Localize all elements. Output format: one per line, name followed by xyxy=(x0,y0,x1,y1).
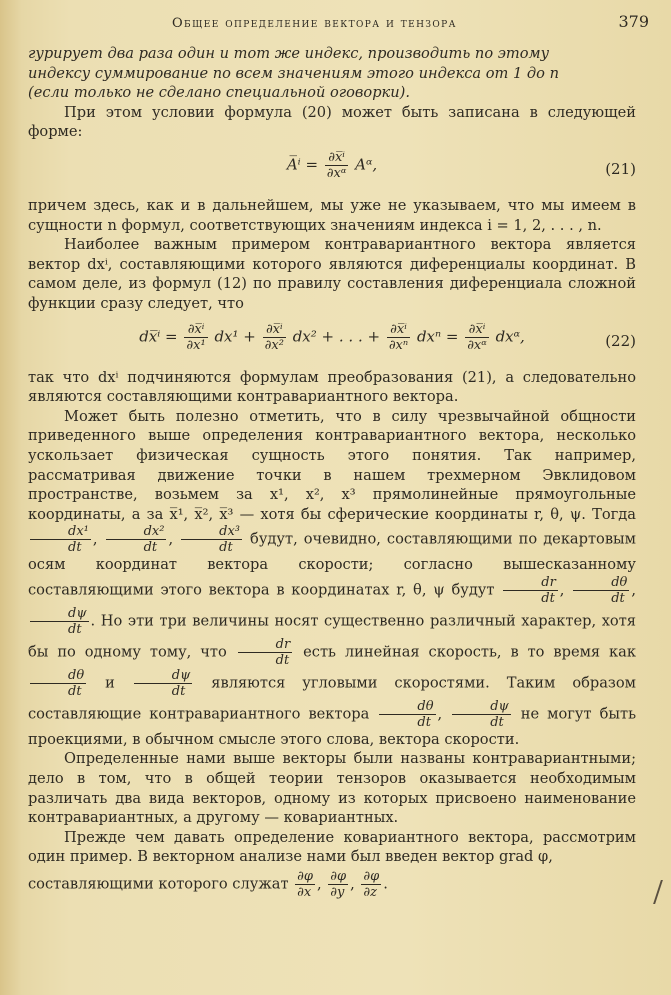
numerator: dx³ xyxy=(181,524,242,540)
numerator: dψ xyxy=(134,668,193,684)
denominator: ∂xⁿ xyxy=(388,337,409,353)
fraction xyxy=(134,668,193,699)
paragraph-gradient xyxy=(28,828,636,867)
fraction xyxy=(106,524,167,555)
fraction xyxy=(238,637,293,668)
denominator: ∂z xyxy=(363,885,377,901)
punctuation: , xyxy=(631,581,637,599)
punctuation: , xyxy=(316,875,322,893)
paragraph-conclusion: так что dxⁱ подчиняются формулам преобразования (21), а следовательно являются составляющими контравариантного вектора. xyxy=(28,368,636,406)
text-run: есть линейная скорость, в то время как xyxy=(303,643,637,661)
numerator: ∂x̅ⁱ xyxy=(465,322,489,338)
numerator: ∂x̅ⁱ xyxy=(387,322,410,338)
numerator: dθ xyxy=(379,699,435,715)
punctuation: , xyxy=(92,530,98,548)
formula-term: A̅ⁱ = xyxy=(286,155,319,174)
numerator: dθ xyxy=(573,575,629,591)
paragraph-definition: Определенные нами выше векторы были названы контравариантными; дело в том, что в общей теории тензоров оказывается необходимым различать два вида векторов, одному из которых присвоено наименование контравариантных, а другому — ковариантных. xyxy=(28,750,636,827)
denominator: dt xyxy=(611,590,625,606)
numerator: ∂x̅ⁱ xyxy=(325,150,349,166)
text-line: индексу суммирование по всем значениям этого индекса от 1 до n xyxy=(28,64,559,82)
punctuation: , xyxy=(437,705,443,723)
denominator: dt xyxy=(417,714,431,730)
fraction xyxy=(325,150,349,181)
formula-21 xyxy=(28,144,636,194)
fraction xyxy=(452,699,511,730)
fraction xyxy=(379,699,435,730)
fraction xyxy=(387,322,410,353)
denominator: dt xyxy=(275,652,290,668)
numerator: ∂φ xyxy=(363,869,380,885)
numerator: dr xyxy=(238,637,293,653)
fraction xyxy=(503,575,558,606)
denominator: dt xyxy=(143,540,158,556)
formula-term: dx¹ + xyxy=(214,327,256,346)
page-number: 379 xyxy=(618,12,649,31)
numerator: dx¹ xyxy=(30,524,91,540)
paragraph-remark: причем здесь, как и в дальнейшем, мы уже не указываем, что мы имеем в сущности n формул, соответствующих значениям индекса i = 1, 2, . . . , n. xyxy=(28,196,636,234)
numerator: dψ xyxy=(30,606,89,622)
fraction xyxy=(30,606,89,637)
equation-number: (21) xyxy=(605,159,636,178)
formula-term: dxᵅ, xyxy=(495,327,525,346)
fraction xyxy=(181,524,242,555)
pencil-mark xyxy=(653,880,671,904)
denominator: dt xyxy=(68,540,82,556)
formula-term: dx̅ⁱ = xyxy=(139,327,178,346)
page-header xyxy=(0,12,671,36)
numerator: ∂φ xyxy=(297,869,313,885)
numerator: dr xyxy=(503,575,558,591)
fraction xyxy=(465,322,489,353)
formula-term: dxⁿ = xyxy=(416,327,459,346)
numerator: ∂x̅ⁱ xyxy=(263,322,286,338)
text-run: являются угловыми скоростями. Таким образом составляющие контравариантного вектора xyxy=(28,674,637,723)
text-run: . Но эти три величины носят существенно различный характер, хотя бы по одному тому, что xyxy=(28,612,636,661)
equation-number: (22) xyxy=(605,331,636,350)
denominator: dt xyxy=(541,590,555,606)
numerator: ∂φ xyxy=(330,869,347,885)
text-run: не могут быть проекциями, в обычном смысле этого слова, вектора скорости. xyxy=(28,705,637,748)
punctuation: , xyxy=(350,875,355,893)
numerator: dθ xyxy=(30,668,86,684)
text-run: Может быть полезно отметить, что в силу чрезвычайной общности приведенного выше определения контравариантного вектора, несколько ускользает физическая сущность этого понятия. Так например, рассматривая движение точки в нашем трехмерном Эвклидовом пространстве, возьмем за x¹, x², x³ прямолинейные прямоугольные координаты, а за x̅¹, x̅², x̅³ — хотя бы сферические координаты r, θ, ψ. Тогда xyxy=(28,407,636,523)
text-run: составляющими которого служат xyxy=(28,875,289,893)
paragraph-formula-intro: При этом условии формула (20) может быть записана в следующей форме: xyxy=(28,103,636,141)
paragraph-example: Наиболее важным примером контравариантного вектора является вектор dxⁱ, составляющими которого являются диференциалы координат. В самом деле, из формул (12) по правилу составления диференциала сложной функции сразу следует, что xyxy=(28,236,636,312)
formula-term: Aᵅ, xyxy=(355,155,378,174)
punctuation: . xyxy=(383,875,388,893)
formula-term: dx² + . . . + xyxy=(292,327,381,346)
denominator: ∂y xyxy=(330,885,345,901)
denominator: ∂x² xyxy=(264,337,284,353)
text-run: и xyxy=(105,674,115,692)
denominator: dt xyxy=(490,714,504,730)
fraction xyxy=(30,668,86,699)
numerator: dx² xyxy=(106,524,167,540)
denominator: ∂x¹ xyxy=(186,337,206,353)
paragraph-rule-end xyxy=(28,44,636,103)
page-body xyxy=(28,44,636,900)
denominator: dt xyxy=(68,683,82,699)
denominator: dt xyxy=(68,621,82,637)
denominator: dt xyxy=(219,540,233,556)
fraction xyxy=(573,575,629,606)
text-run: будут, очевидно, составляющими по декартовым осям координат вектора скорости; согласно вышесказанному составляющими этого вектора в координатах r, θ, ψ будут xyxy=(28,530,637,599)
fraction xyxy=(361,869,381,900)
fraction xyxy=(184,322,207,353)
running-title: Общее определение вектора и тензора xyxy=(172,16,457,31)
denominator: ∂x xyxy=(297,885,312,901)
text-line: гурирует два раза один и тот же индекс, производить по этому xyxy=(28,45,550,62)
fraction xyxy=(328,869,348,900)
numerator: ∂x̅ⁱ xyxy=(184,322,207,338)
fraction xyxy=(295,869,315,900)
fraction xyxy=(263,322,286,353)
denominator: ∂xᵅ xyxy=(467,337,487,353)
numerator: dψ xyxy=(452,699,511,715)
paragraph-gradient-end xyxy=(28,869,636,900)
paragraph-physical-meaning xyxy=(28,407,636,750)
punctuation: , xyxy=(168,530,174,548)
denominator: dt xyxy=(171,683,186,699)
text-line: (если только не сделано специальной оговорки). xyxy=(28,84,410,102)
text-run: Прежде чем давать определение ковариантного вектора, рассмотрим один пример. В векторном анализе нами был введен вектор grad φ, xyxy=(28,828,636,866)
fraction xyxy=(30,524,91,555)
punctuation: , xyxy=(559,581,565,599)
denominator: ∂xᵅ xyxy=(326,165,347,181)
formula-22 xyxy=(28,316,636,366)
